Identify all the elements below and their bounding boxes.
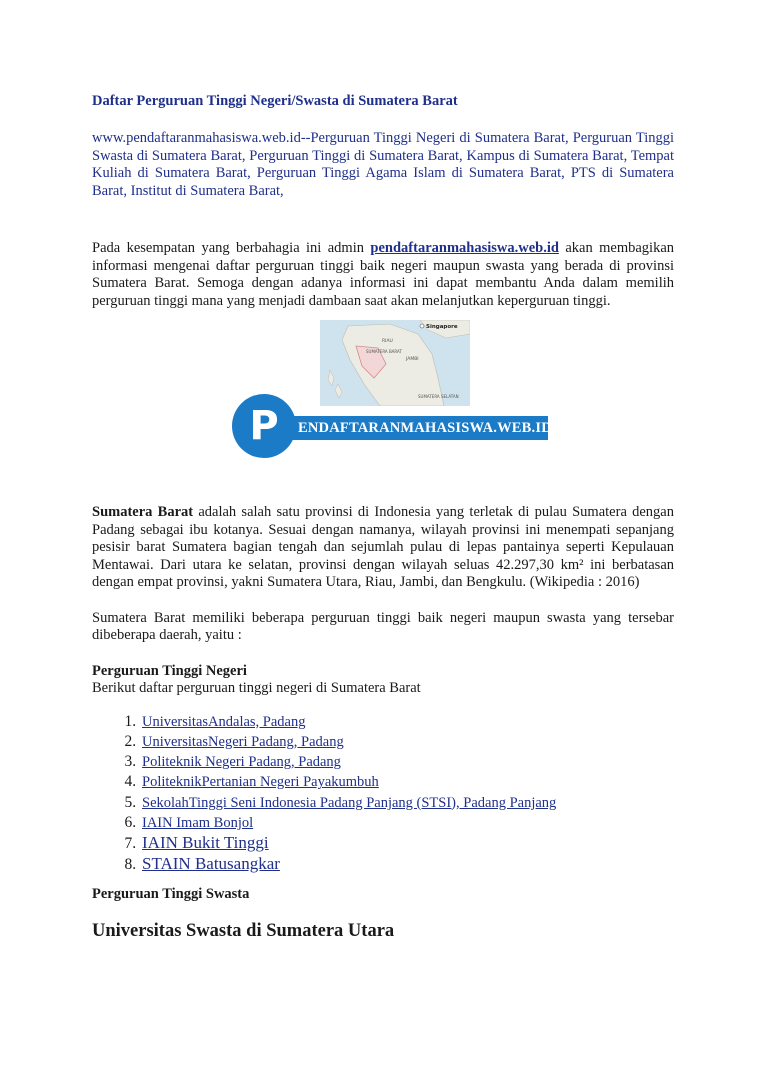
logo-banner: ENDAFTARANMAHASISWA.WEB.ID [284,416,548,440]
list-item [140,854,674,874]
list-item [140,772,674,792]
intro-paragraph [92,240,674,310]
intro-before: Pada kesempatan yang berbahagia ini admin [92,240,371,256]
sumatra-map [320,320,470,406]
map-label-singapore: Singapore [426,324,458,330]
negeri-heading: Perguruan Tinggi Negeri [92,662,247,679]
map-label-jambi: JAMBI [406,357,419,362]
list-item [140,732,674,752]
description-text: adalah salah satu provinsi di Indonesia yang terletak di pulau Sumatera dengan Padang sebagai ibu kotanya. Sesuai dengan namanya, wilayah provinsi ini menempati sepanjang pesisir barat Sumatera bagian tengah dan sejumlah pulau di lepas pantainya seperti Kepulauan Mentawai. Dari utara ke selatan, provinsi dengan wilayah seluas 42.297,30 km² ini berbatasan dengan empat provinsi, yakni Sumatera Utara, Riau, Jambi, dan Bengkulu. (Wikipedia : 2016) [92,504,674,590]
university-list [92,712,674,874]
university-link[interactable]: Politeknik Negeri Padang, Padang [142,754,341,771]
university-link[interactable]: SekolahTinggi Seni Indonesia Padang Panjang (STSI), Padang Panjang [142,794,557,811]
map-label-sumbar: SUMATERA BARAT [366,349,402,354]
intro-after: akan membagikan informasi mengenai daftar perguruan tinggi baik negeri maupun swasta yang berada di provinsi Sumatera Barat. Semoga dengan adanya informasi ini dapat membantu Anda dalam memilih perguruan tinggi mana yang menjadi dambaan saat akan melanjutkan keperguruan tinggi. [92,240,675,309]
university-link[interactable]: STAIN Batusangkar [142,853,280,873]
utara-heading: Universitas Swasta di Sumatera Utara [92,920,395,941]
document-page [92,92,674,942]
list-item [140,752,674,772]
university-link[interactable]: PoliteknikPertanian Negeri Payakumbuh [142,774,379,791]
list-item [140,712,674,732]
map-graphic [320,320,470,406]
map-label-sumsel: SUMATERA SELATAN [418,394,459,399]
university-link[interactable]: IAIN Imam Bonjol [142,814,254,831]
swasta-heading: Perguruan Tinggi Swasta [92,885,250,902]
logo-icon: P [232,394,296,458]
list-item [140,813,674,833]
list-item [140,833,674,853]
summary-paragraph: Sumatera Barat memiliki beberapa perguruan tinggi baik negeri maupun swasta yang tersebar dibeberapa daerah, yaitu : [92,609,674,643]
university-link[interactable]: UniversitasAndalas, Padang [142,713,306,730]
keywords-paragraph: www.pendaftaranmahasiswa.web.id--Perguruan Tinggi Negeri di Sumatera Barat, Perguruan Tinggi Swasta di Sumatera Barat, Perguruan Tinggi di Sumatera Barat, Kampus di Sumatera Barat, Tempat Kuliah di Sumatera Barat, Perguruan Tinggi Agama Islam di Sumatera Barat, PTS di Sumatera Barat, Institut di Sumatera Barat, [92,130,674,199]
description-paragraph [92,504,674,592]
map-label-riau: RIAU [382,339,393,344]
description-bold: Sumatera Barat [92,504,194,520]
figure [92,320,674,480]
site-link[interactable]: pendaftaranmahasiswa.web.id [370,240,559,256]
document-title: Daftar Perguruan Tinggi Negeri/Swasta di Sumatera Barat [92,93,458,109]
university-link[interactable]: UniversitasNegeri Padang, Padang [142,733,344,750]
university-link[interactable]: IAIN Bukit Tinggi [142,833,269,853]
negeri-subtitle: Berikut daftar perguruan tinggi negeri di Sumatera Barat [92,680,421,696]
list-item [140,793,674,813]
